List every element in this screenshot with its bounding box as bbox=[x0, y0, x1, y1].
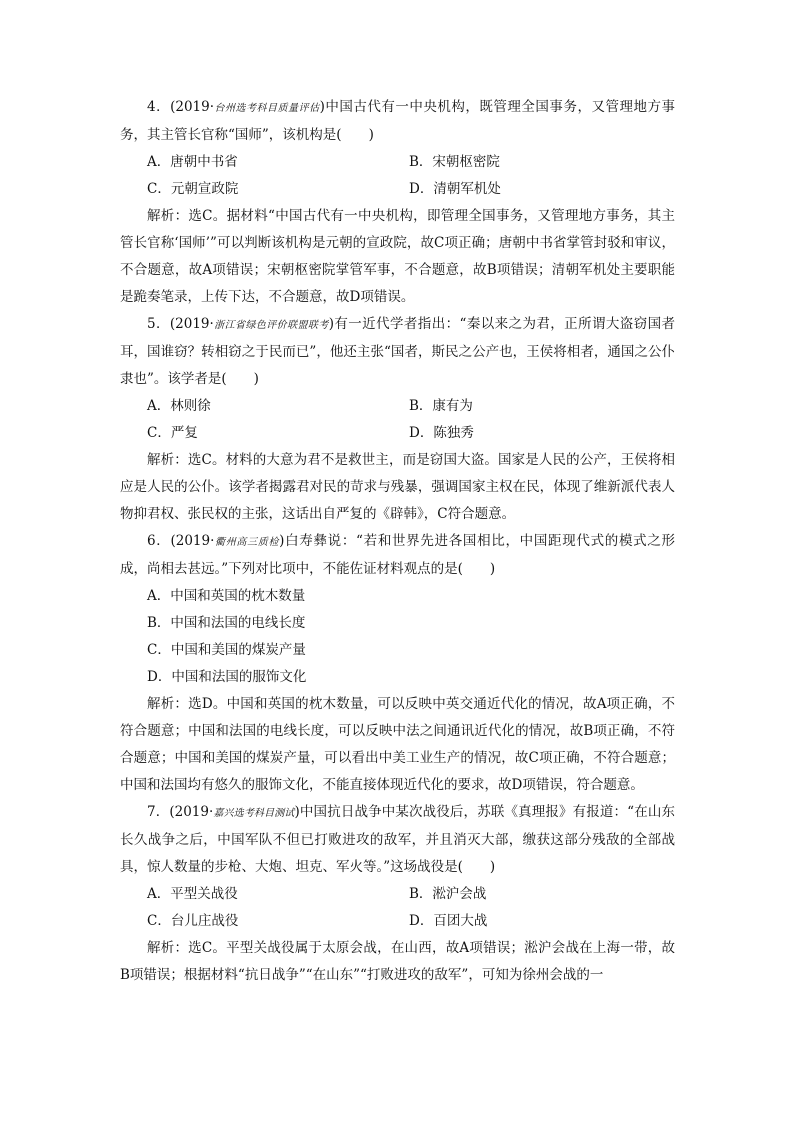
question-4-option-a: A．唐朝中书省 bbox=[147, 154, 238, 170]
question-7-option-a: A．平型关战役 bbox=[147, 886, 238, 902]
question-7-stem: 7．(2019·嘉兴选考科目测试)中国抗日战争中某次战役后，苏联《真理报》有报道：“在山东长久战争之后，中国军队不但已打败进攻的敌军，并且消灭大部，缴获这部分残敌的全部战具，惊人数量的步枪、大炮、坦克、军火等。”这场战役是( ) bbox=[120, 804, 675, 875]
question-6-option-c: C．中国和美国的煤炭产量 bbox=[147, 642, 306, 658]
question-5-options-row-2 bbox=[120, 420, 675, 447]
question-5-option-c: C．严复 bbox=[147, 425, 198, 441]
question-6-stem: 6．(2019·衢州高三质检)白寿彝说：“若和世界先进各国相比，中国距现代式的模式之形成，尚相去甚远。”下列对比项中，不能佐证材料观点的是( ) bbox=[120, 533, 675, 577]
question-4-option-c: C．元朝宣政院 bbox=[147, 181, 239, 197]
question-5-option-b: B．康有为 bbox=[409, 398, 473, 414]
question-5-option-a: A．林则徐 bbox=[147, 398, 211, 414]
question-5-options-row-1 bbox=[120, 393, 675, 420]
question-6-source: 衢州高三质检 bbox=[214, 537, 280, 548]
question-7-source: 嘉兴选考科目测试 bbox=[213, 808, 295, 819]
question-7-option-b: B．淞沪会战 bbox=[409, 886, 487, 902]
question-6-option-b: B．中国和法国的电线长度 bbox=[147, 615, 306, 631]
question-4-options-row-1 bbox=[120, 149, 675, 176]
question-7-options-row-2 bbox=[120, 908, 675, 935]
question-6-option-a: A．中国和英国的枕木数量 bbox=[147, 588, 306, 604]
question-4-option-b: B．宋朝枢密院 bbox=[409, 154, 500, 170]
question-list bbox=[120, 94, 675, 989]
question-4-option-d: D．清朝军机处 bbox=[409, 181, 501, 197]
question-6-option-d: D．中国和法国的服饰文化 bbox=[147, 669, 307, 685]
question-4-stem: 4．(2019·台州选考科目质量评估)中国古代有一中央机构，既管理全国事务，又管理地方事务，其主管长官称“国师”，该机构是( ) bbox=[120, 99, 675, 143]
question-5-option-d: D．陈独秀 bbox=[409, 425, 474, 441]
question-7-option-c: C．台儿庄战役 bbox=[147, 913, 239, 929]
question-6-answer: 解析：选D。中国和英国的枕木数量，可以反映中英交通近代化的情况，故A项正确，不符合题意；中国和法国的电线长度，可以反映中法之间通讯近代化的情况，故B项正确，不符合题意；中国和美国的煤炭产量，可以看出中美工业生产的情况，故C项正确，不符合题意；中国和法国均有悠久的服饰文化，不能直接体现近代化的要求，故D项错误，符合题意。 bbox=[120, 696, 675, 793]
question-7-answer: 解析：选C。平型关战役属于太原会战，在山西，故A项错误；淞沪会战在上海一带，故B项错误；根据材料“抗日战争”“在山东”“打败进攻的敌军”，可知为徐州会战的一 bbox=[120, 940, 675, 983]
question-7-options-row-1 bbox=[120, 881, 675, 908]
question-4-source: 台州选考科目质量评估 bbox=[214, 103, 320, 114]
question-7-option-d: D．百团大战 bbox=[409, 913, 488, 929]
question-5-stem: 5．(2019·浙江省绿色评价联盟联考)有一近代学者指出：“秦以来之为君，正所谓大盗窃国者耳，国谁窃？转相窃之于民而已”，他还主张“国者，斯民之公产也，王侯将相者，通国之公仆隶也”。该学者是( ) bbox=[120, 316, 676, 387]
question-4-answer: 解析：选C。据材料“中国古代有一中央机构，即管理全国事务，又管理地方事务，其主管长官称‘国师’”可以判断该机构是元朝的宣政院，故C项正确；唐朝中书省掌管封驳和审议，不合题意，故A项错误；宋朝枢密院掌管军事，不合题意，故B项错误；清朝军机处主要职能是跪奏笔录，上传下达，不合题意，故D项错误。 bbox=[120, 208, 675, 305]
question-5-source: 浙江省绿色评价联盟联考 bbox=[213, 320, 329, 331]
question-5-answer: 解析：选C。材料的大意为君不是救世主，而是窃国大盗。国家是人民的公产，王侯将相应是人民的公仆。该学者揭露君对民的苛求与残暴，强调国家主权在民，体现了维新派代表人物抑君权、张民权的主张，这话出自严复的《辟韩》，C符合题意。 bbox=[120, 452, 675, 522]
question-4-options-row-2 bbox=[120, 176, 675, 203]
